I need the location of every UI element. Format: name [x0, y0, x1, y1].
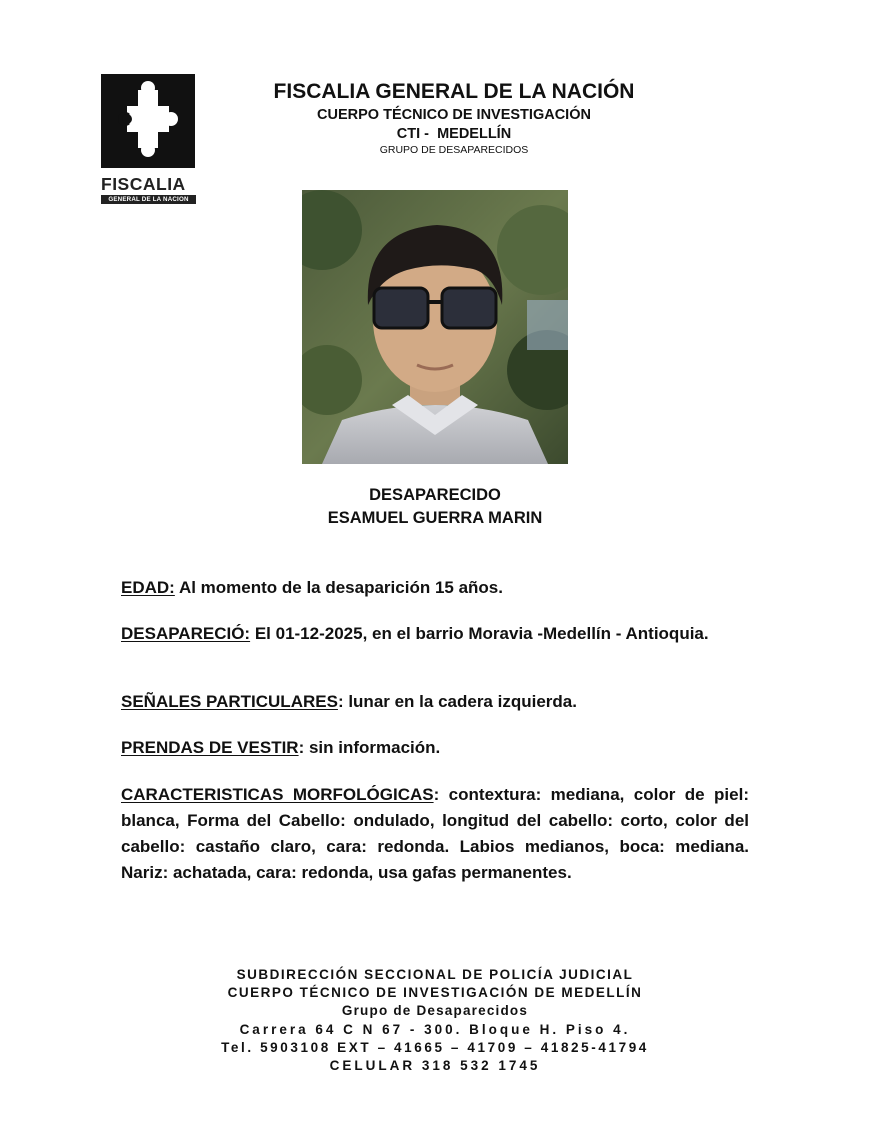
footer-line-1: SUBDIRECCIÓN SECCIONAL DE POLICÍA JUDICIAL	[236, 967, 634, 982]
logo-subtitle: GENERAL DE LA NACION	[101, 195, 196, 204]
header-line-2: CUERPO TÉCNICO DE INVESTIGACIÓN	[317, 107, 591, 123]
portrait-image	[302, 190, 568, 464]
status-label: DESAPARECIDO	[369, 486, 501, 504]
marks-field	[121, 689, 749, 715]
footer-cellphone: CELULAR 318 532 1745	[329, 1058, 541, 1074]
morphology-field	[121, 782, 749, 886]
footer-phone: Tel. 5903108 EXT – 41665 – 41709 – 41825-41794	[221, 1039, 649, 1055]
header-title: FISCALIA GENERAL DE LA NACIÓN	[273, 80, 635, 103]
footer-line-3: Grupo de Desaparecidos	[341, 1003, 529, 1019]
logo-name: FISCALIA	[101, 174, 186, 194]
footer-line-2: CUERPO TÉCNICO DE INVESTIGACIÓN DE MEDELLÍN	[227, 985, 643, 1001]
disappeared-value: El 01-12-2025, en el barrio Moravia -Medellín - Antioquia.	[254, 624, 709, 643]
morphology-label: CARACTERISTICAS MORFOLÓGICAS	[121, 785, 434, 804]
marks-label: SEÑALES PARTICULARES	[121, 692, 338, 711]
document-footer	[0, 966, 870, 1075]
disappeared-field	[121, 621, 749, 647]
clothing-field	[121, 735, 749, 761]
marks-value: : lunar en la cadera izquierda.	[337, 692, 577, 711]
disappeared-label: DESAPARECIÓ:	[121, 624, 251, 643]
fiscalia-logo	[101, 74, 196, 207]
age-value: Al momento de la desaparición 15 años.	[178, 578, 503, 597]
age-field	[121, 575, 749, 601]
header-line-3: CTI - MEDELLÍN	[396, 126, 512, 142]
age-label: EDAD:	[121, 578, 175, 597]
missing-person-photo	[302, 190, 568, 464]
header-line-4: GRUPO DE DESAPARECIDOS	[379, 144, 529, 156]
puzzle-piece-icon	[101, 74, 195, 168]
footer-address: Carrera 64 C N 67 - 300. Bloque H. Piso 4.	[239, 1021, 631, 1037]
clothing-label: PRENDAS DE VESTIR	[121, 738, 299, 757]
morphology-value: : contextura: mediana, color de piel: blanca, Forma del Cabello: ondulado, longitud del cabello: corto, color del cabello: castaño claro, cara: redonda. Labios medianos, boca: mediana. Nariz: achatada, cara: redonda, usa gafas permanentes.	[121, 785, 749, 882]
missing-status-block	[0, 484, 870, 530]
person-name: ESAMUEL GUERRA MARIN	[327, 509, 543, 527]
document-header	[220, 78, 688, 157]
clothing-value: : sin información.	[298, 738, 441, 757]
puzzle-logo-box	[101, 74, 195, 168]
